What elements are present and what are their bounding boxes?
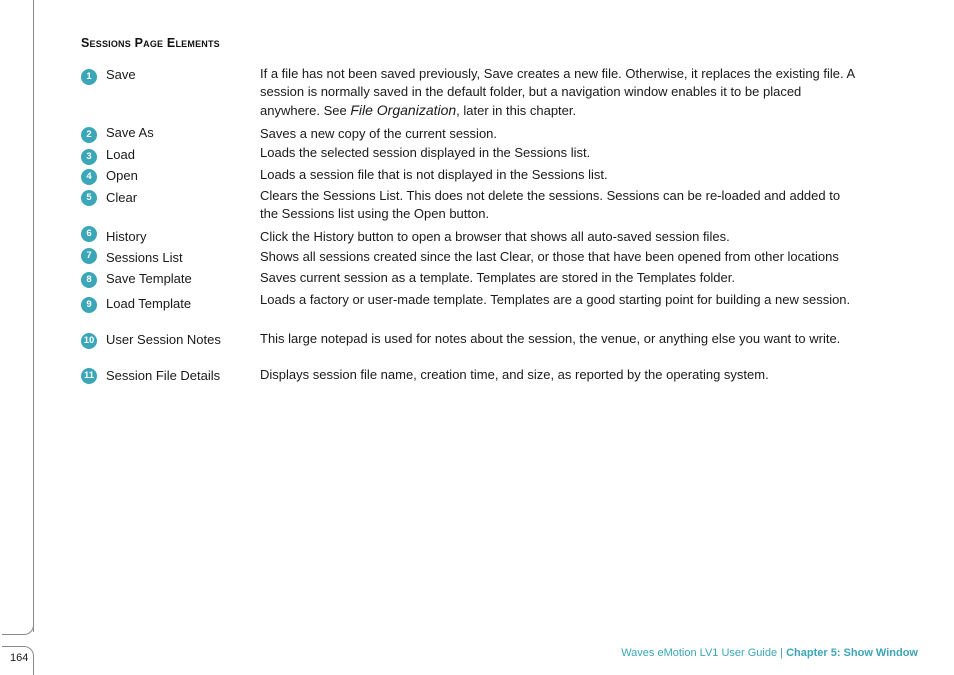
- item-term: Clear: [106, 190, 138, 205]
- page-footer: [621, 647, 918, 659]
- item-description: Displays session file name, creation time, and size, as reported by the operating system.: [260, 367, 769, 382]
- item-description: Loads a factory or user-made template. Templates are a good starting point for building a new session.: [260, 292, 851, 307]
- item-description: If a file has not been saved previously, Save creates a new file. Otherwise, it replaces the existing file. A session is normally saved in the default folder, but a navigation window enables it to be placed anywhere. See File Organization, later in this chapter.: [260, 66, 855, 118]
- item-description: Click the History button to open a browser that shows all auto-saved session files.: [260, 229, 730, 244]
- item-term: Sessions List: [106, 250, 183, 265]
- item-term: User Session Notes: [106, 332, 221, 347]
- number-badge: 3: [81, 149, 97, 165]
- item-term: History: [106, 229, 147, 244]
- item-term: Session File Details: [106, 368, 221, 383]
- number-badge: 1: [81, 69, 97, 85]
- number-badge: 10: [81, 333, 97, 349]
- number-badge: 6: [81, 226, 97, 242]
- item-term: Load: [106, 147, 135, 162]
- page-margin-curve: [2, 612, 34, 635]
- item-description: Clears the Sessions List. This does not delete the sessions. Sessions can be re-loaded and added to the Sessions list using the Open button.: [260, 188, 841, 221]
- item-description: Saves current session as a template. Templates are stored in the Templates folder.: [260, 270, 735, 285]
- item-description: Saves a new copy of the current session.: [260, 126, 498, 141]
- number-badge: 9: [81, 297, 97, 313]
- item-term: Save: [106, 67, 136, 82]
- item-term: Open: [106, 168, 138, 183]
- item-description: Shows all sessions created since the last Clear, or those that have been opened from other locations: [260, 249, 839, 264]
- item-description: Loads a session file that is not displayed in the Sessions list.: [260, 167, 608, 182]
- item-description: Loads the selected session displayed in the Sessions list.: [260, 145, 591, 160]
- footer-guide-title: Waves eMotion LV1 User Guide: [621, 647, 778, 659]
- footer-separator: |: [777, 647, 787, 659]
- number-badge: 7: [81, 248, 97, 264]
- item-term: Load Template: [106, 296, 192, 311]
- item-term: Save Template: [106, 271, 192, 286]
- page-number: 164: [10, 652, 29, 664]
- number-badge: 2: [81, 127, 97, 143]
- section-heading: Sessions Page Elements: [81, 36, 220, 50]
- number-badge: 4: [81, 169, 97, 185]
- file-organization-link[interactable]: File Organization: [350, 102, 457, 118]
- item-term: Save As: [106, 125, 154, 140]
- item-description: This large notepad is used for notes about the session, the venue, or anything else you want to write.: [260, 331, 841, 346]
- footer-chapter: Chapter 5: Show Window: [786, 647, 918, 659]
- number-badge: 11: [81, 368, 97, 384]
- page-margin-line: [33, 0, 34, 632]
- number-badge: 8: [81, 272, 97, 288]
- number-badge: 5: [81, 190, 97, 206]
